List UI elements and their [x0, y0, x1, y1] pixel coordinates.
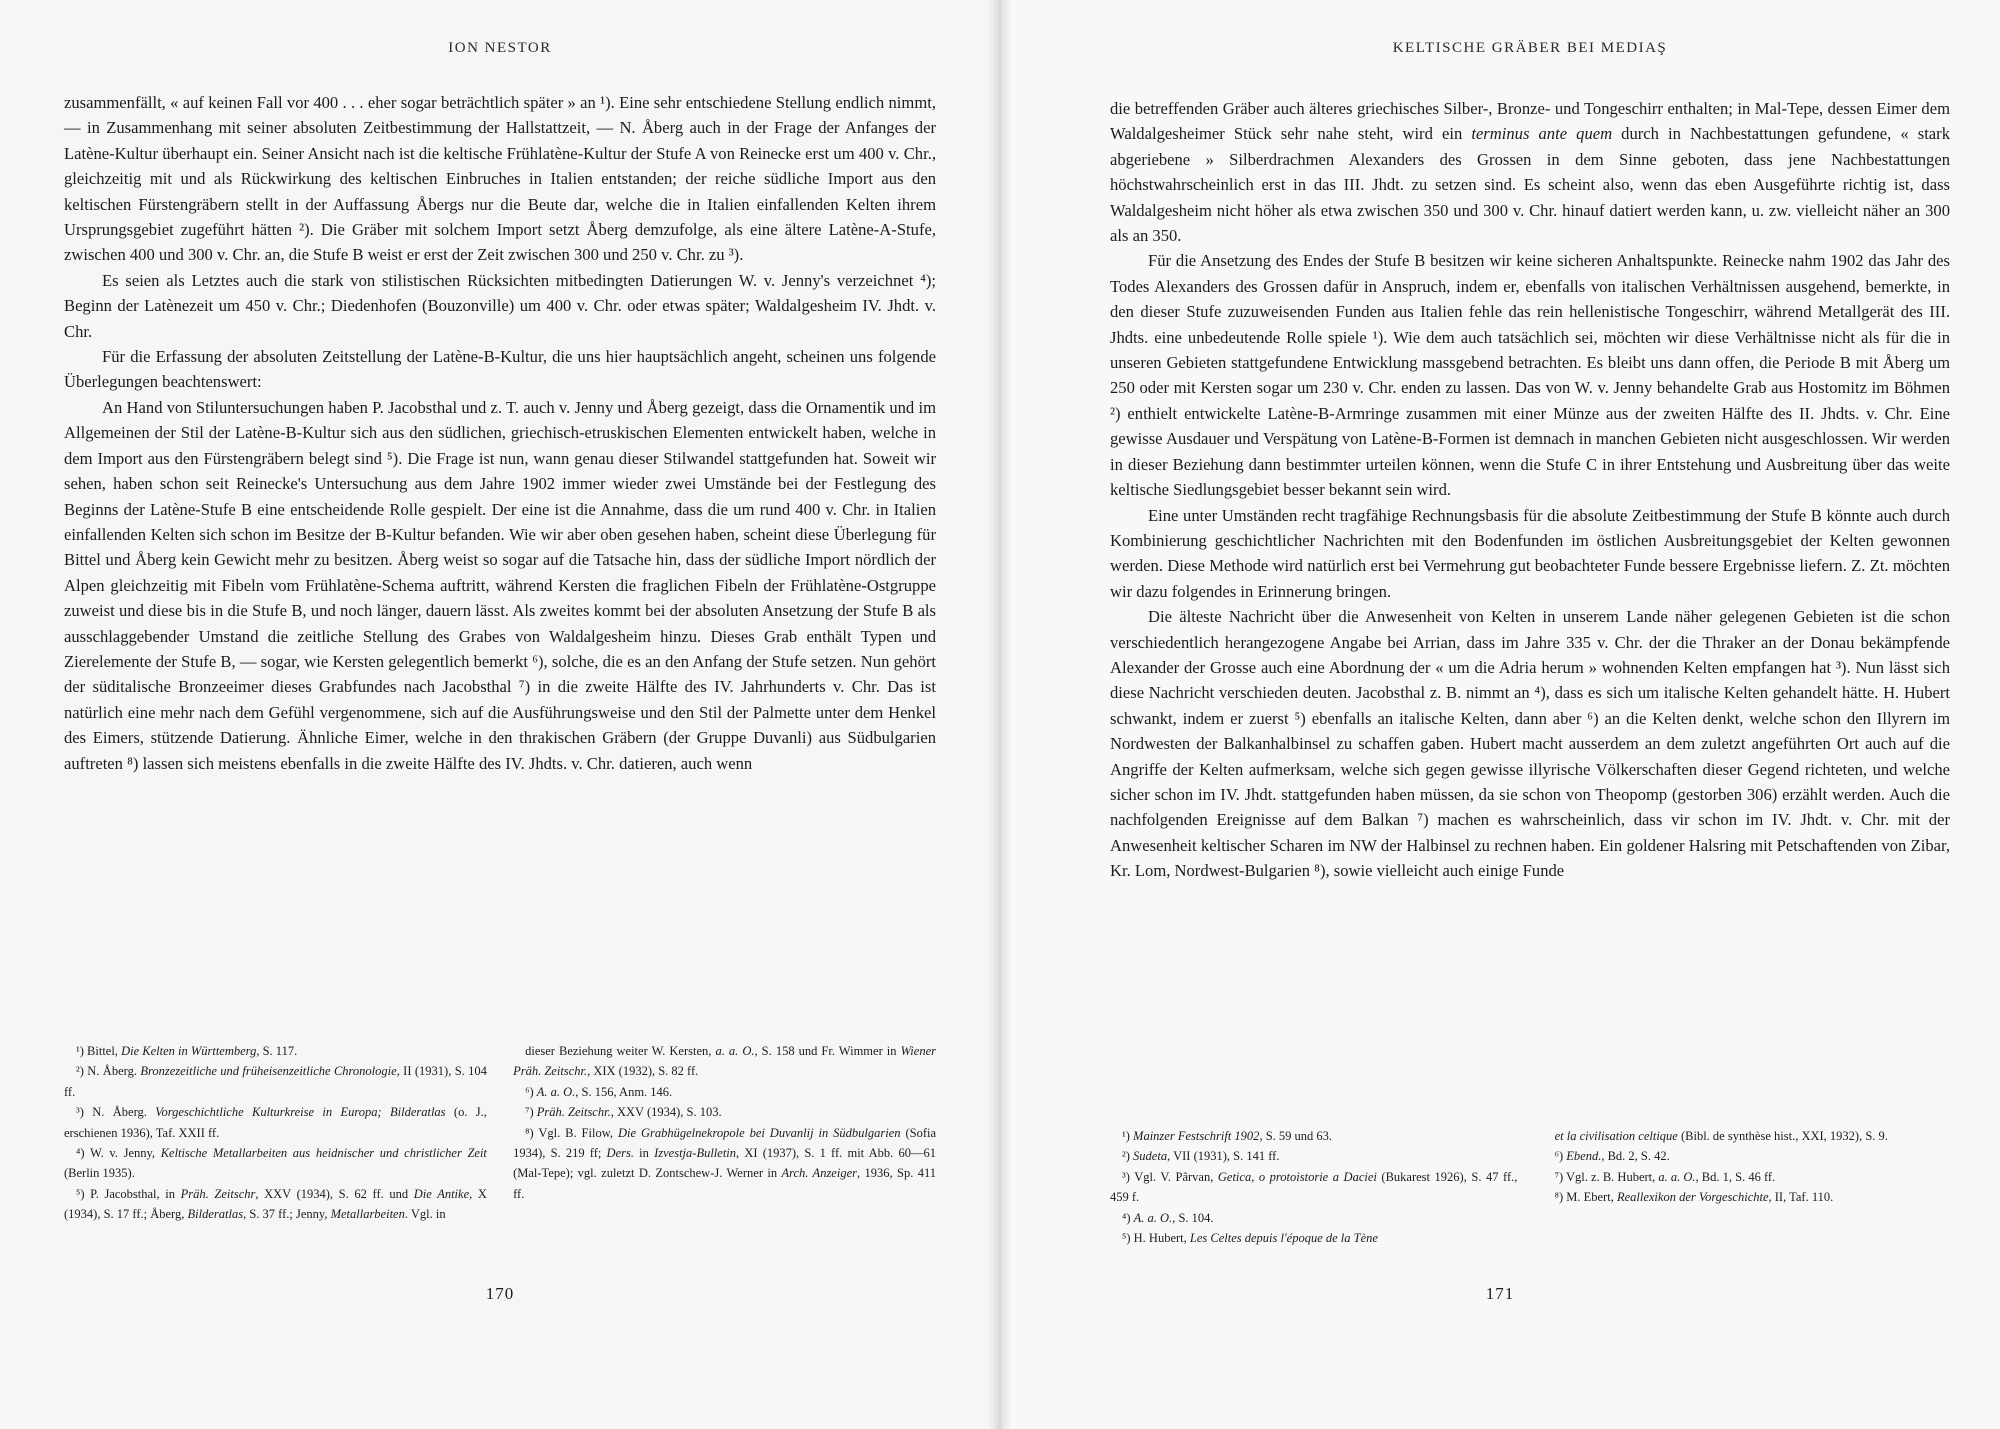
footnotes-left: [64, 1041, 936, 1225]
body-text-left: [64, 90, 936, 776]
paragraph: Die älteste Nachricht über die Anwesenheit von Kelten in unserem Lande näher gelegenen Gebieten ist die schon verschiedentlich herangezogene Angabe bei Arrian, dass im Jahre 335 v. Chr. der die Thraker an der Donau bekämpfende Alexander der Grosse auch eine Abordnung der « um die Adria herum » wohnenden Kelten empfangen hat ³). Nun lässt sich diese Nachricht verschieden deuten. Jacobsthal z. B. nimmt an ⁴), dass es sich um italische Kelten gehandelt hätte. H. Hubert schwankt, indem er zuerst ⁵) ebenfalls an italische Kelten, dann aber ⁶) an die Kelten denkt, welche schon den Illyrern im Nordwesten der Balkanhalbinsel zu schaffen gaben. Hubert macht ausserdem an dem zuletzt angeführten Ort auch auf die Angriffe der Kelten aufmerksam, welche sich gegen gewisse illyrische Völkerschaften dieser Gegend richteten, und welche sicher schon im IV. Jhdt. stattgefunden haben müssen, da sie schon von Theopomp (gestorben 306) erzählt werden. Auch die nachfolgenden Ereignisse auf dem Balkan ⁷) machen es wahrscheinlich, dass vir schon im IV. Jhdt. v. Chr. mit der Anwesenheit keltischer Scharen im NW der Halbinsel zu rechnen haben. Ein goldener Halsring mit Petschaftenden von Zibar, Kr. Lom, Nordwest-Bulgarien ⁸), sowie vielleicht auch einige Funde: [1110, 607, 1950, 881]
footnote: et la civilisation celtique (Bibl. de synthèse hist., XXI, 1932), S. 9.: [1554, 1129, 1888, 1143]
footnote: ³) N. Åberg. Vorgeschichtliche Kulturkreise in Europa; Bilderatlas (o. J., erschienen 1936), Taf. XXII ff.: [64, 1105, 487, 1140]
footnote-column-2: [1543, 1126, 1950, 1248]
footnote: ⁷) Präh. Zeitschr., XXV (1934), S. 103.: [525, 1105, 722, 1120]
paragraph: Für die Ansetzung des Endes der Stufe B besitzen wir keine sicheren Anhaltspunkte. Reinecke nahm 1902 das Jahr des Todes Alexanders des Grossen dafür in Anspruch, indem er, ebenfalls von italischen Verhältnissen ausgehend, bemerkte, in den dieser Stufe zuzuweisenden Funden aus Italien fehle das rein hellenistische Tongeschirr, während Metallgerät des III. Jhdts. eine unbedeutende Rolle spiele ¹). Wie dem auch tatsächlich sei, möchten wir diese Verhältnisse nicht als für die in unseren Gebieten stattgefundene Entwicklung massgebend betrachten. Es bleibt uns dann offen, die Periode B mit Åberg um 250 oder mit Kersten sogar um 230 v. Chr. enden zu lassen. Das von W. v. Jenny behandelte Grab aus Hostomitz im Böhmen ²) enthielt entwickelte Latène-B-Armringe zusammen mit einer Münze aus der zweiten Hälfte des II. Jhdts. v. Chr. Eine gewisse Ausdauer und Verspätung von Latène-B-Formen ist demnach in manchen Gebieten nicht ausgeschlossen. Wir werden in dieser Beziehung dann bestimmter urteilen können, wenn die Stufe C in ihrer Entstehung und Ausbreitung über das weite keltische Siedlungsgebiet besser bekannt sein wird.: [1110, 251, 1950, 500]
body-text-right: [1110, 96, 1950, 884]
footnote: dieser Beziehung weiter W. Kersten, a. a. O., S. 158 und Fr. Wimmer in Wiener Präh. Zeitschr., XIX (1932), S. 82 ff.: [513, 1044, 936, 1079]
footnote-column-1: [64, 1041, 487, 1225]
footnote: ³) Vgl. V. Pârvan, Getica, o protoistorie a Daciei (Bukarest 1926), S. 47 ff., 459 f.: [1110, 1169, 1518, 1205]
footnotes-right: [1110, 1126, 1950, 1248]
footnote: ⁶) Ebend., Bd. 2, S. 42.: [1554, 1149, 1670, 1164]
footnote-column-1: [1110, 1126, 1517, 1248]
running-head-right: KELTISCHE GRÄBER BEI MEDIAŞ: [1392, 40, 1668, 56]
paragraph: Für die Erfassung der absoluten Zeitstellung der Latène-B-Kultur, die uns hier hauptsächlich angeht, scheinen uns folgende Überlegungen beachtenswert:: [64, 347, 936, 392]
footnote: ¹) Mainzer Festschrift 1902, S. 59 und 63.: [1122, 1129, 1333, 1143]
page-number-left: 170: [485, 1284, 515, 1303]
paragraph: An Hand von Stiluntersuchungen haben P. Jacobsthal und z. T. auch v. Jenny und Åberg gezeigt, dass die Ornamentik und im Allgemeinen der Stil der Latène-B-Kultur sich aus den südlichen, griechisch-etruskischen Elementen entwickelt haben, welche in dem Import aus den Fürstengräbern belegt sind ⁵). Die Frage ist nun, wann genau dieser Stilwandel stattgefunden hat. Soweit wir sehen, haben schon seit Reinecke's Untersuchung aus dem Jahre 1902 immer wieder zwei Umstände bei der Festlegung des Beginns der Latène-Stufe B eine entscheidende Rolle gespielt. Der eine ist die Annahme, dass die um rund 400 v. Chr. in Italien einfallenden Kelten sich schon im Besitze der B-Kultur befanden. Wie wir aber oben gesehen haben, scheint diese Überlegung für Bittel und Åberg kein Gewicht mehr zu besitzen. Åberg weist so sogar auf die Tatsache hin, dass der südliche Import nördlich der Alpen gleichzeitig mit Fibeln vom Frühlatène-Schema auftritt, während Kersten die fraglichen Fibeln der Frühlatène-Ostgruppe zuweist und diese bis in die Stufe B, und noch länger, dauern lässt. Als zweites kommt bei der absoluten Ansetzung der Stufe B als ausschlaggebender Umstand die zeitliche Stellung des Grabes von Waldalgesheim hinzu. Dieses Grab enthält Typen und Zierelemente der Stufe B, — sogar, wie Kersten gelegentlich bemerkt ⁶), solche, die es an den Anfang der Stufe setzen. Nun gehört der süditalische Bronzeeimer dieses Grabfundes nach Jacobsthal ⁷) in die zweite Hälfte des IV. Jahrhunderts v. Chr. Das ist natürlich eine mehr nach dem Gefühl vergenommene, sich auf die Ausführungsweise und den Stil der Palmette unter dem Henkel des Eimers, stützende Datierung. Ähnliche Eimer, welche in den thrakischen Gräbern (der Gruppe Duvanli) aus Südbulgarien auftreten ⁸) lassen sich meistens ebenfalls in die zweite Hälfte des IV. Jhdts. v. Chr. datieren, auch wenn: [64, 397, 936, 773]
page-number-right: 171: [1485, 1284, 1515, 1303]
footnote-column-2: [513, 1041, 936, 1225]
footnote: ⁶) A. a. O., S. 156, Anm. 146.: [525, 1084, 673, 1099]
footnote: ¹) Bittel, Die Kelten in Württemberg, S. 117.: [76, 1044, 298, 1058]
paragraph: Es seien als Letztes auch die stark von stilistischen Rücksichten mitbedingten Datierungen W. v. Jenny's verzeichnet ⁴); Beginn der Latènezeit um 450 v. Chr.; Diedenhofen (Bouzonville) um 400 v. Chr. oder etwas später; Waldalgesheim IV. Jhdt. v. Chr.: [64, 270, 936, 341]
running-head-left: ION NESTOR: [448, 40, 552, 56]
footnote: ⁴) A. a. O., S. 104.: [1122, 1210, 1214, 1225]
footnote: ⁵) P. Jacobsthal, in Präh. Zeitschr, XXV (1934), S. 62 ff. und Die Antike, X (1934), S. 17 ff.; Åberg, Bilderatlas, S. 37 ff.; Jenny, Metallarbeiten. Vgl. in: [64, 1186, 487, 1222]
footnote: ⁷) Vgl. z. B. Hubert, a. a. O., Bd. 1, S. 46 ff.: [1554, 1169, 1776, 1184]
footnote: ⁴) W. v. Jenny, Keltische Metallarbeiten aus heidnischer und christlicher Zeit (Berlin 1935).: [64, 1146, 487, 1181]
footnote: ⁸) Vgl. B. Filow, Die Grabhügelnekropole bei Duvanlij in Südbulgarien (Sofia 1934), S. 219 ff; Ders. in Izvestja-Bulletin, XI (1937), S. 1 ff. mit Abb. 60—61 (Mal-Tepe); vgl. zuletzt D. Zontschew-J. Werner in Arch. Anzeiger, 1936, Sp. 411 ff.: [513, 1125, 937, 1201]
footnote: ⁵) H. Hubert, Les Celtes depuis l'époque de la Tène: [1122, 1231, 1378, 1246]
footnote: ⁸) M. Ebert, Reallexikon der Vorgeschichte, II, Taf. 110.: [1554, 1190, 1834, 1205]
paragraph: Eine unter Umständen recht tragfähige Rechnungsbasis für die absolute Zeitbestimmung der Stufe B könnte auch durch Kombinierung geschichtlicher Nachrichten mit den Bodenfunden im östlichen Ausbreitungsgebiet der Kelten gewonnen werden. Diese Methode wird natürlich erst bei Vermehrung gut beobachteter Funde bessere Ergebnisse liefern. Z. Zt. möchten wir dazu folgendes in Erinnerung bringen.: [1110, 505, 1950, 601]
book-gutter-shadow: [988, 0, 1012, 1429]
paragraph: zusammenfällt, « auf keinen Fall vor 400 . . . eher sogar beträchtlich später » an ¹). Eine sehr entschiedene Stellung endlich nimmt, — in Zusammenhang mit seiner absoluten Zeitbestimmung der Hallstattzeit, — N. Åberg auch in der Frage der Anfanges der Latène-Kultur überhaupt ein. Seiner Ansicht nach ist die keltische Frühlatène-Kultur der Stufe A von Reinecke erst um 400 v. Chr., gleichzeitig mit und als Rückwirkung des keltischen Einbruches in Italien entstanden; der reiche südliche Import aus den keltischen Fürstengräbern stellt in der Auffassung Åbergs nur die Beute dar, welche die in Italien einfallenden Kelten ihrem Ursprungsgebiet zugeführt hätten ²). Die Gräber mit solchem Import setzt Åberg demzufolge, als eine ältere Latène-A-Stufe, zwischen 400 und 300 v. Chr. an, die Stufe B weist er erst der Zeit zwischen 300 und 250 v. Chr. zu ³).: [64, 93, 936, 265]
right-page: [1000, 0, 2000, 1429]
paragraph: die betreffenden Gräber auch älteres griechisches Silber-, Bronze- und Tongeschirr enthalten; in Mal-Tepe, dessen Eimer dem Waldalgesheimer Stück sehr nahe steht, wird ein terminus ante quem durch in Nachbestattungen gefundene, « stark abgeriebene » Silberdrachmen Alexanders des Grossen in dem Sinne geboten, dass jene Nachbestattungen höchstwahrscheinlich erst in das III. Jhdt. zu setzen sind. Es scheint also, wenn das eben Ausgeführte richtig ist, dass Waldalgesheim nicht höher als etwa zwischen 350 und 300 v. Chr. hinauf datiert werden kann, u. zw. vielleicht näher an 300 als an 350.: [1110, 99, 1950, 246]
footnote: ²) Sudeta, VII (1931), S. 141 ff.: [1122, 1149, 1280, 1164]
footnote: ²) N. Åberg. Bronzezeitliche und früheisenzeitliche Chronologie, II (1931), S. 104 ff.: [64, 1064, 487, 1099]
